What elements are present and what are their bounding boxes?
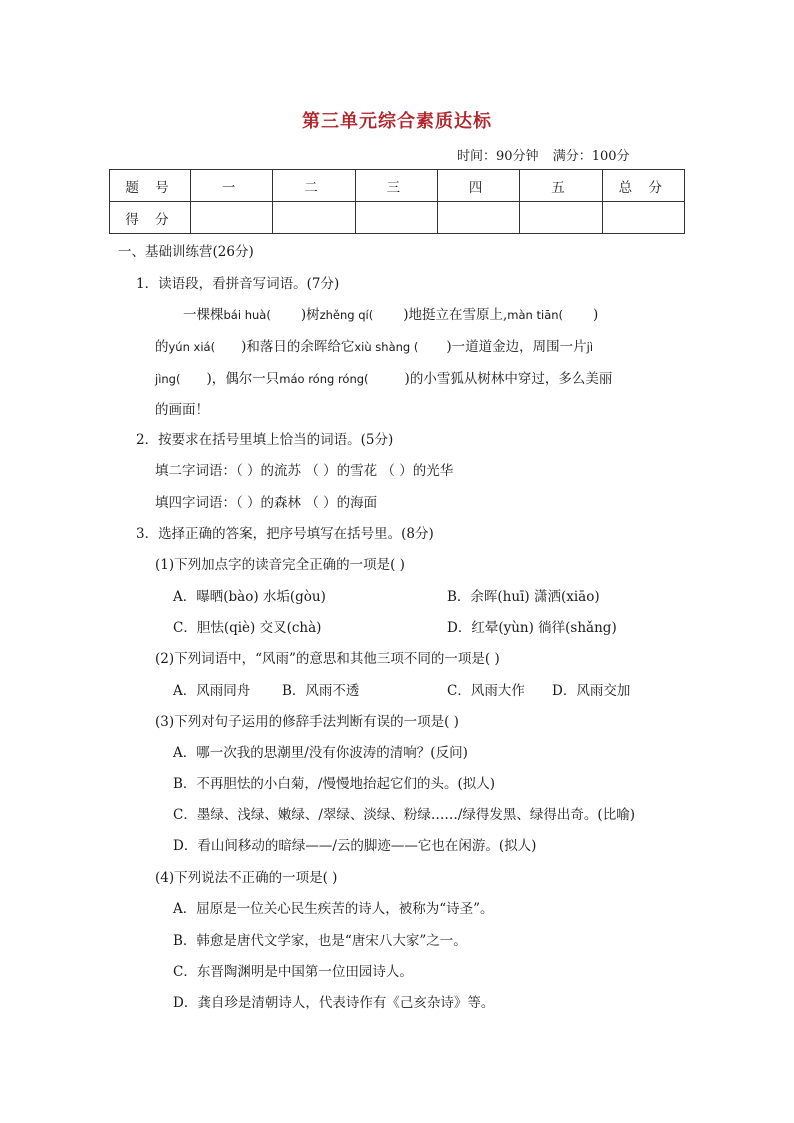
- score-table: [109, 169, 685, 234]
- q1-line-1: 一棵棵bái huà( )树zhěng qí( )地挺立在雪原上,màn tiān( ): [183, 307, 599, 323]
- q3-1-option-a[interactable]: A．曝晒(bào) 水垢(gòu): [173, 589, 326, 605]
- page-title: 第三单元综合素质达标: [302, 111, 492, 132]
- header-cell-5: 五: [520, 170, 602, 202]
- q3-4-option-d[interactable]: D．龚自珍是清朝诗人，代表诗作有《己亥杂诗》等。: [173, 995, 495, 1011]
- q3-1-option-b[interactable]: B．余晖(huī) 潇洒(xiāo): [447, 589, 600, 605]
- header-cell-total: 总 分: [602, 170, 684, 202]
- q1-line-4: 的画面！: [155, 402, 209, 418]
- q3-3-question: (3)下列对句子运用的修辞手法判断有误的一项是( ): [155, 714, 459, 730]
- header-cell-4: 四: [437, 170, 519, 202]
- q3-4-option-a[interactable]: A．屈原是一位关心民生疾苦的诗人，被称为“诗圣”。: [173, 901, 494, 917]
- score-cell-2[interactable]: [273, 202, 355, 234]
- header-cell-3: 三: [355, 170, 437, 202]
- q1-line-3: jìng( )，偶尔一只máo róng róng( )的小雪狐从树林中穿过，多么美丽: [155, 371, 613, 387]
- q3-4-option-c[interactable]: C．东晋陶渊明是中国第一位田园诗人。: [173, 964, 413, 980]
- q3-2-option-d[interactable]: D．风雨交加: [552, 683, 631, 699]
- q3-3-option-c[interactable]: C．墨绿、浅绿、嫩绿、/翠绿、淡绿、粉绿……/绿得发黑、绿得出奇。(比喻): [173, 807, 635, 823]
- q1-stem: 1．读语段，看拼音写词语。(7分): [136, 276, 340, 292]
- score-table-header-row: [110, 170, 685, 202]
- full-score: 满分：100分: [552, 149, 630, 164]
- q2-line-1: 填二字词语：（ ）的流苏 （ ）的雪花 （ ）的光华: [155, 463, 454, 479]
- q3-4-question: (4)下列说法不正确的一项是( ): [155, 870, 338, 886]
- q3-1-question: (1)下列加点字的读音完全正确的一项是( ): [155, 557, 405, 573]
- q3-1-option-c[interactable]: C．胆怯(qiè) 交叉(chà): [173, 620, 322, 636]
- q3-2-option-b[interactable]: B．风雨不透: [282, 683, 360, 699]
- score-cell-4[interactable]: [437, 202, 519, 234]
- time-limit: 时间：90分钟: [457, 149, 539, 164]
- score-cell-1[interactable]: [191, 202, 273, 234]
- q3-2-option-a[interactable]: A．风雨同舟: [173, 683, 251, 699]
- q3-1-option-d[interactable]: D．红晕(yùn) 徜徉(shǎng): [447, 620, 617, 636]
- q3-2-option-c[interactable]: C．风雨大作: [447, 683, 525, 699]
- score-cell-3[interactable]: [355, 202, 437, 234]
- score-cell-5[interactable]: [520, 202, 602, 234]
- header-cell-1: 一: [191, 170, 273, 202]
- header-cell-question-no: 题 号: [110, 170, 191, 202]
- q3-4-option-b[interactable]: B．韩愈是唐代文学家，也是“唐宋八大家”之一。: [173, 933, 467, 949]
- q3-2-question: (2)下列词语中，“风雨”的意思和其他三项不同的一项是( ): [155, 651, 500, 667]
- row-label-score: 得 分: [110, 202, 191, 234]
- exam-meta: [457, 145, 640, 164]
- score-cell-total[interactable]: [602, 202, 684, 234]
- score-table-score-row: [110, 202, 685, 234]
- q2-line-2: 填四字词语：（ ）的森林 （ ）的海面: [155, 495, 378, 511]
- q3-3-option-a[interactable]: A．哪一次我的思潮里/没有你波涛的清响？(反问): [173, 745, 468, 761]
- q3-stem: 3．选择正确的答案，把序号填写在括号里。(8分): [136, 526, 434, 542]
- q1-line-2: 的yún xiá( )和落日的余晖给它xiù shàng ( )一道道金边，周围一片jì: [155, 339, 594, 355]
- q3-3-option-d[interactable]: D．看山间移动的暗绿——/云的脚迹——它也在闲游。(拟人): [173, 838, 537, 854]
- header-cell-2: 二: [273, 170, 355, 202]
- q2-stem: 2．按要求在括号里填上恰当的词语。(5分): [136, 432, 394, 448]
- q3-3-option-b[interactable]: B．不再胆怯的小白菊，/慢慢地抬起它们的头。(拟人): [173, 776, 496, 792]
- section-heading: 一、基础训练营(26分): [118, 244, 254, 260]
